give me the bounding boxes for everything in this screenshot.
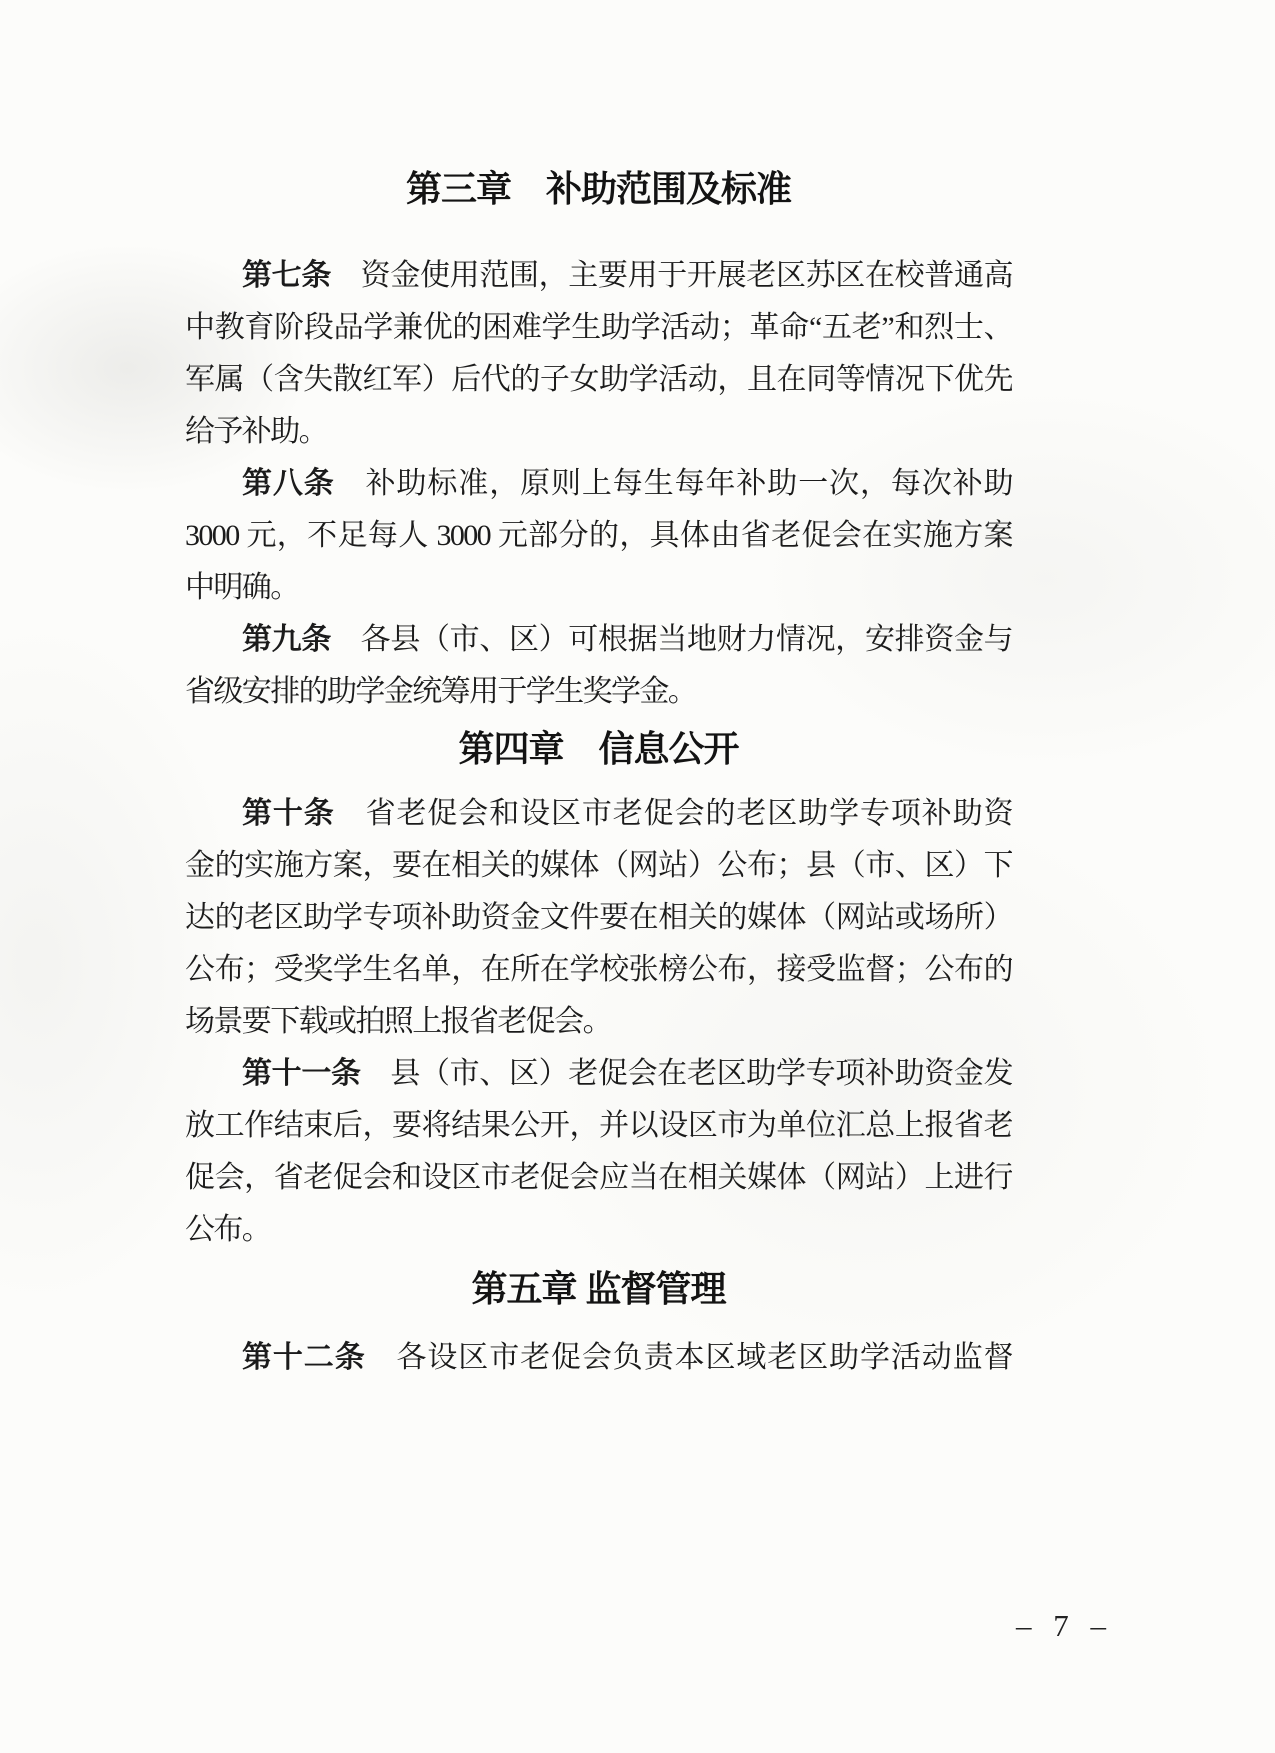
chapter-5-heading: 第五章 监督管理 [471, 1268, 726, 1309]
body-line: 3000 元，不足每人 3000 元部分的，具体由省老促会在实施方案 [185, 519, 1012, 552]
body-line-text: 资金使用范围，主要用于开展老区苏区在校普通高 [331, 259, 1012, 292]
body-line: 中教育阶段品学兼优的困难学生助学活动；革命“五老”和烈士、 [185, 311, 1012, 344]
article-8-label: 第八条 [242, 467, 335, 500]
body-line: 达的老区助学专项补助资金文件要在相关的媒体（网站或场所） [185, 901, 1012, 934]
body-line [185, 788, 1012, 840]
body-line-text: 县（市、区）老促会在老区助学专项补助资金发 [360, 1057, 1012, 1090]
body-line: 公布。 [185, 1213, 271, 1246]
article-9-label: 第九条 [242, 623, 331, 656]
body-line: 省级安排的助学金统筹用于学生奖学金。 [185, 675, 697, 708]
body-line-text: 省老促会和设区市老促会的老区助学专项补助资 [334, 797, 1012, 830]
body-line: 金的实施方案，要在相关的媒体（网站）公布；县（市、区）下 [185, 849, 1012, 882]
body-line: 军属（含失散红军）后代的子女助学活动，且在同等情况下优先 [185, 363, 1012, 396]
body-line-text: 各县（市、区）可根据当地财力情况，安排资金与 [331, 623, 1012, 656]
article-8-paragraph [185, 458, 1012, 614]
article-12-label: 第十二条 [242, 1341, 366, 1374]
page-number: – 7 – [1016, 1608, 1113, 1643]
body-line: 给予补助。 [185, 415, 327, 448]
article-11-paragraph [185, 1048, 1012, 1256]
article-11-label: 第十一条 [242, 1057, 361, 1090]
article-10-paragraph [185, 788, 1012, 1048]
article-7-label: 第七条 [242, 259, 331, 292]
body-line [185, 614, 1012, 666]
body-line [185, 250, 1012, 302]
body-line [185, 1048, 1012, 1100]
body-line: 场景要下载或拍照上报省老促会。 [185, 1005, 611, 1038]
article-12-paragraph [185, 1332, 1012, 1384]
chapter-3-heading: 第三章 补助范围及标准 [405, 168, 791, 209]
chapter-4-heading: 第四章 信息公开 [458, 728, 739, 769]
body-line-text: 补助标准，原则上每生每年补助一次，每次补助 [334, 467, 1012, 500]
body-line: 公布；受奖学生名单，在所在学校张榜公布，接受监督；公布的 [185, 953, 1012, 986]
article-10-label: 第十条 [242, 797, 335, 830]
body-line [185, 1332, 1012, 1384]
article-9-paragraph [185, 614, 1012, 718]
body-line: 中明确。 [185, 571, 299, 604]
body-line-text: 各设区市老促会负责本区域老区助学活动监督 [365, 1341, 1012, 1374]
body-line [185, 458, 1012, 510]
body-line: 促会，省老促会和设区市老促会应当在相关媒体（网站）上进行 [185, 1161, 1012, 1194]
body-line: 放工作结束后，要将结果公开，并以设区市为单位汇总上报省老 [185, 1109, 1012, 1142]
article-7-paragraph [185, 250, 1012, 458]
